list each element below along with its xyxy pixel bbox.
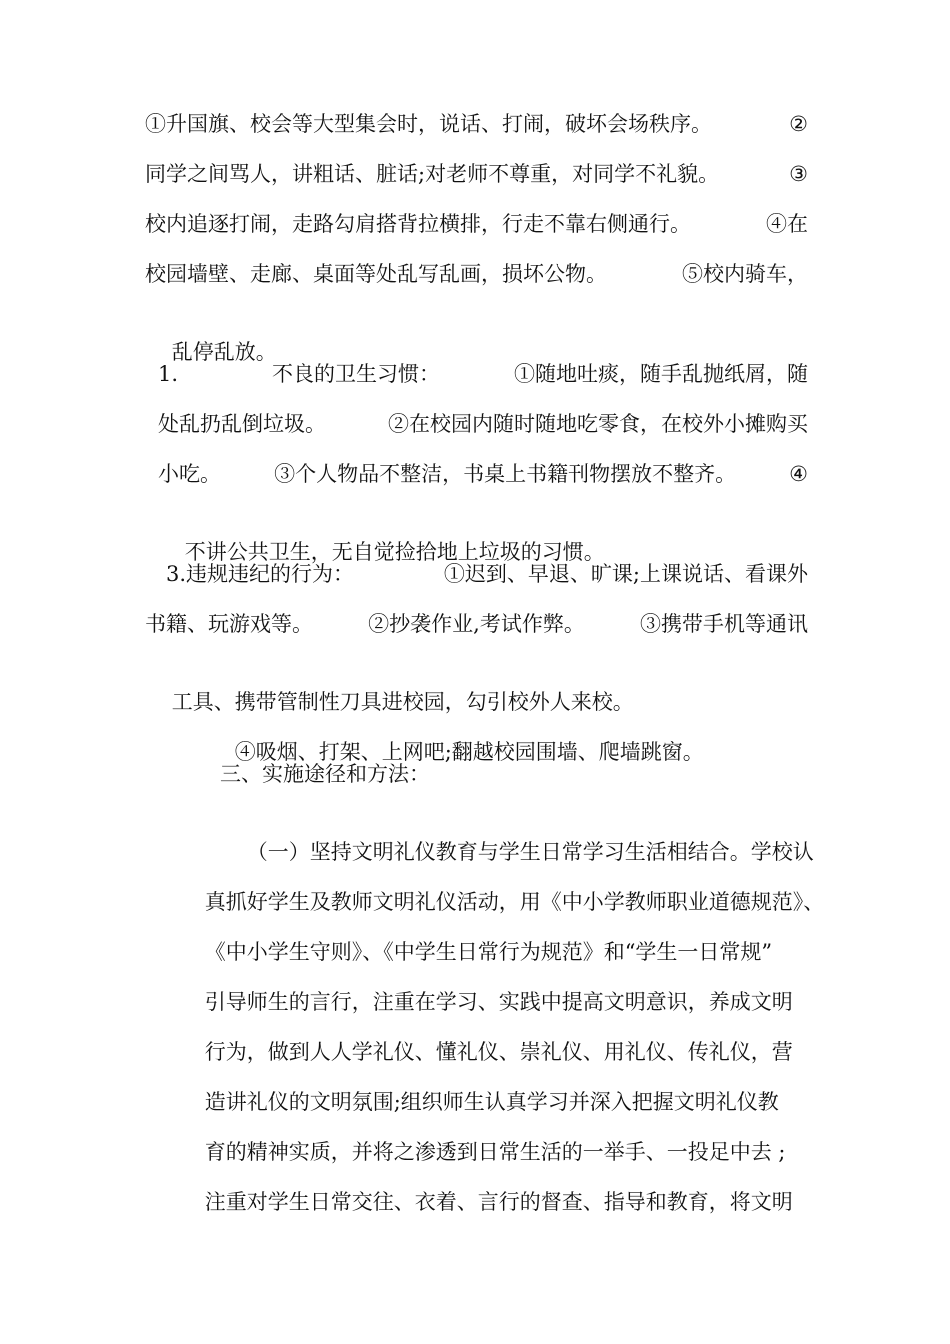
text-run: ①随地吐痰，随手乱抛纸屑，随 bbox=[514, 362, 808, 386]
paragraph-line bbox=[158, 410, 808, 438]
text-run: 3.违规违纪的行为： bbox=[166, 562, 355, 586]
text-run: ③ bbox=[789, 162, 808, 186]
paragraph-line bbox=[145, 610, 808, 638]
text-run: 校园墙壁、走廊、桌面等处乱写乱画，损坏公物。 bbox=[145, 262, 607, 286]
text-run: ③个人物品不整洁，书桌上书籍刊物摆放不整齐。 bbox=[274, 462, 737, 486]
text-run: ②抄袭作业,考试作弊。 bbox=[368, 612, 585, 636]
text-run: 校内追逐打闹，走路勾肩搭背拉横排，行走不靠右侧通行。 bbox=[145, 212, 691, 236]
text-run: 书籍、玩游戏等。 bbox=[145, 612, 313, 636]
text-run: ④ bbox=[789, 462, 808, 486]
text-run: ④吸烟、打架、上网吧;翻越校园围墙、爬墙跳窗。 bbox=[234, 740, 704, 764]
text-run: ②在校园内随时随地吃零食，在校外小摊购买 bbox=[388, 412, 808, 436]
text-run: 行为，做到人人学礼仪、懂礼仪、崇礼仪、用礼仪、传礼仪，营 bbox=[204, 1040, 793, 1064]
paragraph-line bbox=[145, 110, 808, 138]
paragraph-line bbox=[178, 1160, 793, 1244]
section-heading: 三、实施途径和方法： bbox=[220, 762, 430, 786]
paragraph-line bbox=[145, 160, 808, 188]
text-run: 引导师生的言行，注重在学习、实践中提高文明意识，养成文明 bbox=[204, 990, 793, 1014]
text-run: （一）坚持文明礼仪教育与学生日常学习生活相结合。学校认 bbox=[246, 840, 814, 864]
text-run: ①迟到、早退、旷课;上课说话、看课外 bbox=[443, 562, 808, 586]
paragraph-line bbox=[272, 360, 808, 388]
text-run: 乱停乱放。 bbox=[171, 340, 277, 364]
text-run: 不良的卫生习惯： bbox=[272, 362, 440, 386]
text-run: ③携带手机等通讯 bbox=[640, 612, 808, 636]
paragraph-line bbox=[145, 260, 808, 288]
text-run: 《中小学生守则》、《中学生日常行为规范》和“学生一日常规” bbox=[204, 940, 773, 964]
text-run: ①升国旗、校会等大型集会时，说话、打闹，破坏会场秩序。 bbox=[145, 112, 712, 136]
text-run: ② bbox=[789, 112, 808, 136]
text-run: 育的精神实质，并将之渗透到日常生活的一举手、一投足中去 ; bbox=[204, 1140, 786, 1164]
paragraph-line bbox=[145, 210, 808, 238]
text-run: 不讲公共卫生，无自觉捡拾地上垃圾的习惯。 bbox=[184, 540, 605, 564]
list-number: 1. bbox=[158, 362, 179, 386]
text-run: 造讲礼仪的文明氛围;组织师生认真学习并深入把握文明礼仪教 bbox=[204, 1090, 779, 1114]
text-run: ⑤校内骑车， bbox=[682, 262, 808, 286]
text-run: 真抓好学生及教师文明礼仪活动，用《中小学教师职业道德规范》、 bbox=[204, 890, 825, 914]
paragraph-line bbox=[158, 460, 808, 488]
text-run: 同学之间骂人，讲粗话、脏话;对老师不尊重，对同学不礼貌。 bbox=[145, 162, 720, 186]
text-run: 注重对学生日常交往、衣着、言行的督查、指导和教育，将文明 bbox=[204, 1190, 793, 1214]
text-run: 工具、携带管制性刀具进校园，勾引校外人来校。 bbox=[171, 690, 634, 714]
text-run: 小吃。 bbox=[158, 462, 221, 486]
text-run: ④在 bbox=[766, 212, 808, 236]
paragraph-line bbox=[166, 560, 808, 588]
text-run: 处乱扔乱倒垃圾。 bbox=[158, 412, 326, 436]
